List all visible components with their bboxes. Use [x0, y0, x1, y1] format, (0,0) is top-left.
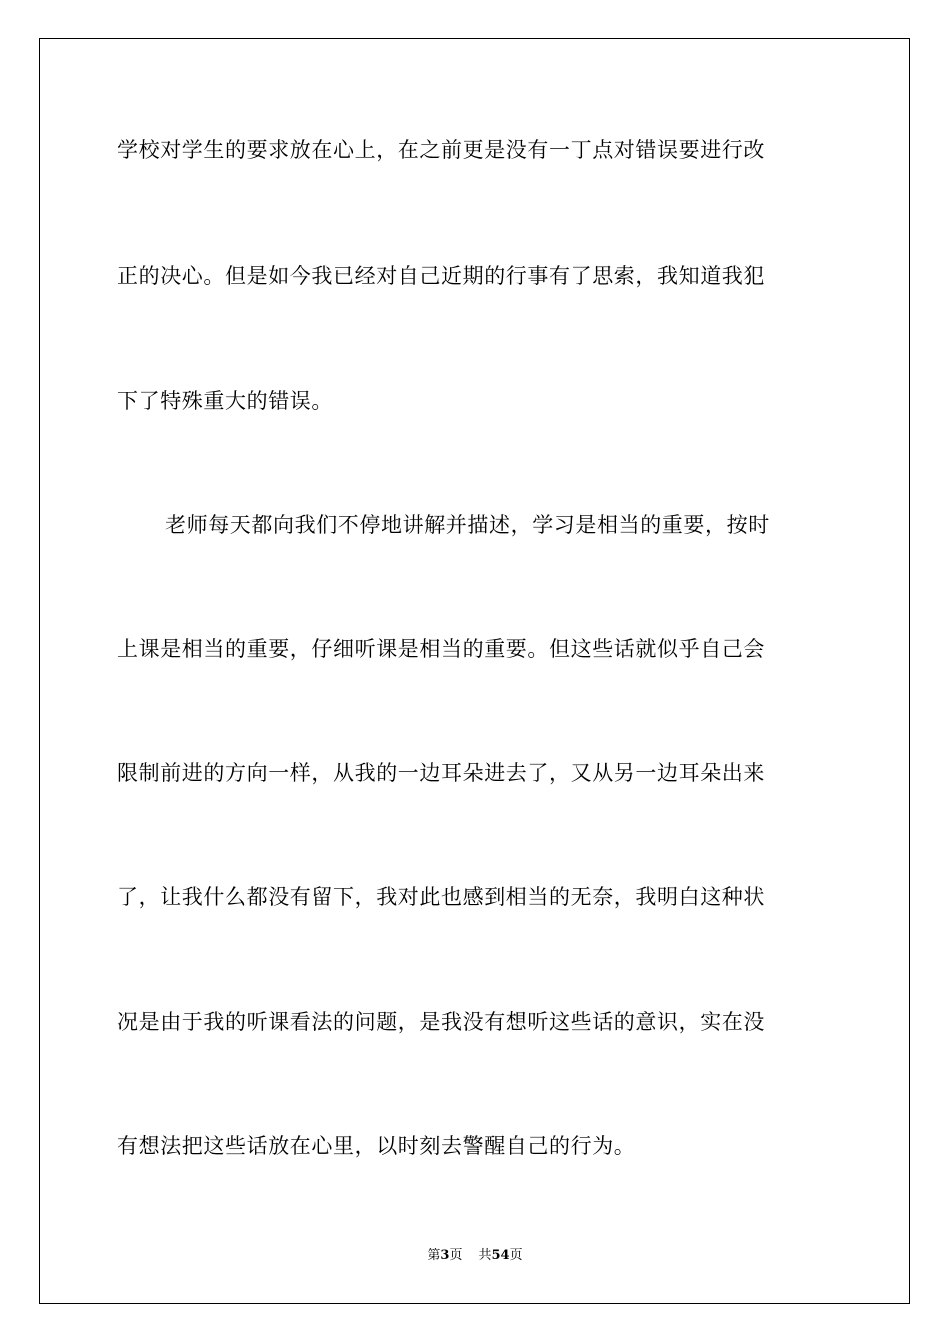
text-line-2: 正的决心。但是如今我已经对自己近期的行事有了思索，我知道我犯 — [117, 264, 765, 288]
text-line-7: 了，让我什么都没有留下，我对此也感到相当的无奈，我明白这种状 — [117, 885, 765, 909]
total-prefix: 共 — [478, 1248, 492, 1263]
text-line-1: 学校对学生的要求放在心上，在之前更是没有一丁点对错误要进行改 — [117, 138, 765, 162]
text-line-6: 限制前进的方向一样，从我的一边耳朵进去了，又从另一边耳朵出来 — [117, 761, 765, 785]
text-line-5: 上课是相当的重要，仔细听课是相当的重要。但这些话就似乎自己会 — [117, 637, 765, 661]
text-line-9: 有想法把这些话放在心里，以时刻去警醒自己的行为。 — [117, 1134, 636, 1158]
page-suffix: 页 — [449, 1248, 463, 1263]
page-border — [39, 38, 910, 1304]
text-line-4: 老师每天都向我们不停地讲解并描述，学习是相当的重要，按时 — [165, 513, 770, 537]
page-number: 3 — [440, 1248, 450, 1263]
text-line-3: 下了特殊重大的错误。 — [117, 389, 333, 413]
total-pages: 54 — [491, 1248, 510, 1263]
page-prefix: 第 — [427, 1248, 441, 1263]
page-footer — [0, 1248, 950, 1264]
text-line-8: 况是由于我的听课看法的问题，是我没有想听这些话的意识，实在没 — [117, 1010, 765, 1034]
total-suffix: 页 — [509, 1248, 523, 1263]
